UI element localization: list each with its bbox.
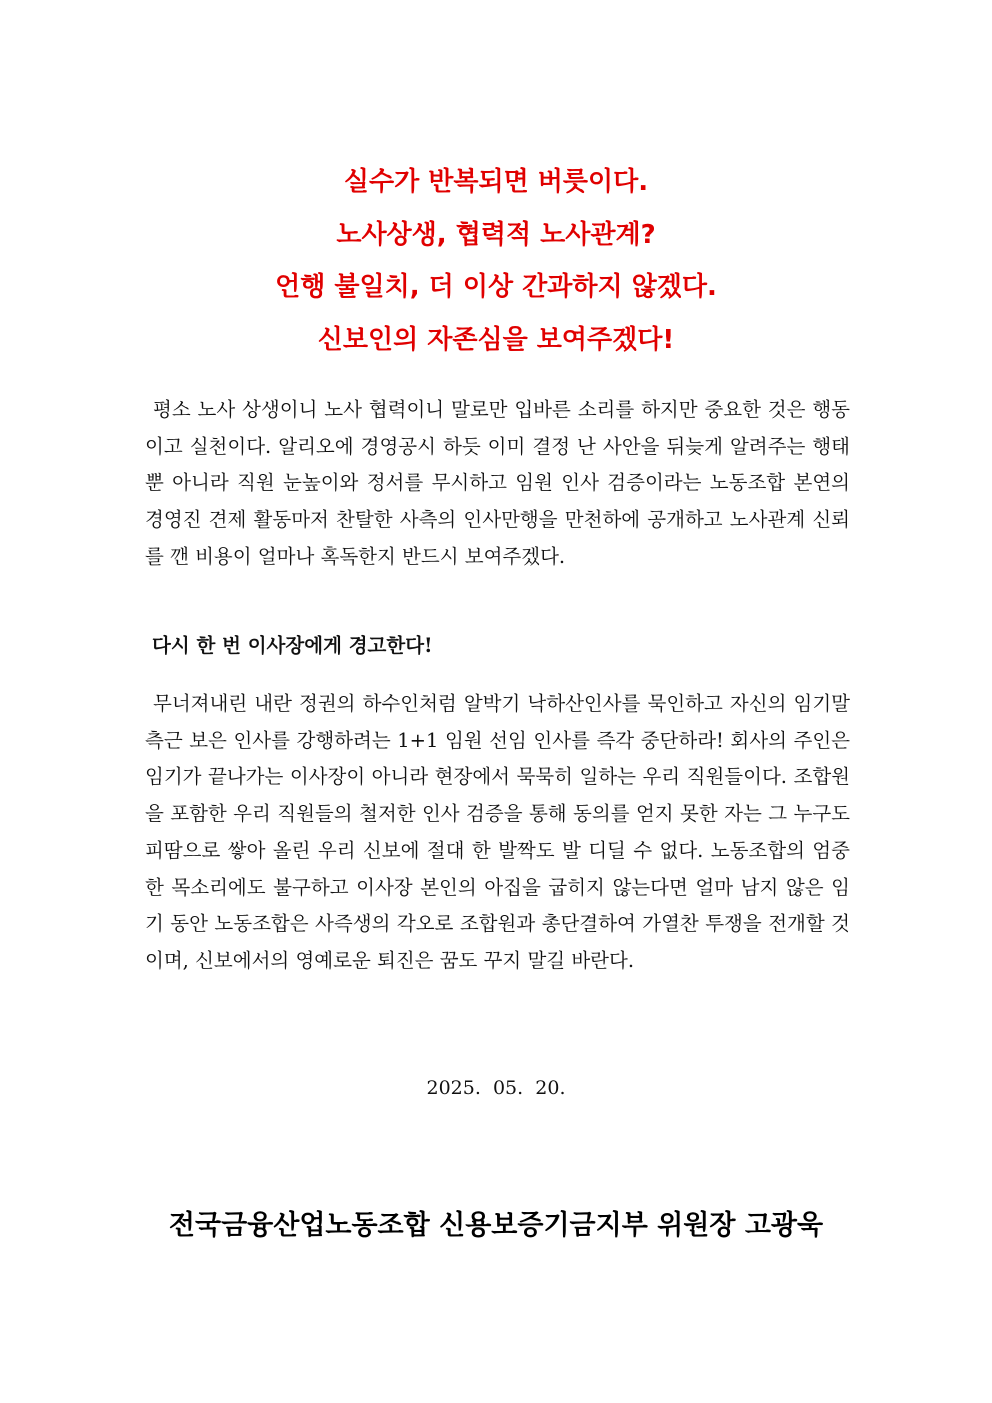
signature-line: 전국금융산업노동조합 신용보증기금지부 위원장 고광욱 (168, 1210, 824, 1241)
headline-line-2: 노사상생, 협력적 노사관계? (336, 219, 656, 250)
headline-line-4: 신보인의 자존심을 보여주겠다! (317, 324, 675, 355)
document-date: 2025. 05. 20. (426, 1077, 566, 1099)
body-paragraph-2: 무너져내린 내란 정권의 하수인처럼 알박기 낙하산인사를 묵인하고 자신의 임기말 측근 보은 인사를 강행하려는 1+1 임원 선임 인사를 즉각 중단하라! 회사의 주인은 임기가 끝나가는 이사장이 아니라 현장에서 묵묵히 일하는 우리 직원들이다. 조합원을 포함한 우리 직원들의 철저한 인사 검증을 통해 동의를 얻지 못한 자는 그 누구도 피땀으로 쌓아 올린 우리 신보에 절대 한 발짝도 발 디딜 수 없다. 노동조합의 엄중한 목소리에도 불구하고 이사장 본인의 아집을 굽히지 않는다면 얼마 남지 않은 임기 동안 노동조합은 사즉생의 각오로 조합원과 총단결하여 가열찬 투쟁을 전개할 것이며, 신보에서의 영예로운 퇴진은 꿈도 꾸지 말길 바란다. (145, 692, 850, 972)
body-paragraph-1: 평소 노사 상생이니 노사 협력이니 말로만 입바른 소리를 하지만 중요한 것은 행동이고 실천이다. 알리오에 경영공시 하듯 이미 결정 난 사안을 뒤늦게 알려주는 행태뿐 아니라 직원 눈높이와 정서를 무시하고 임원 인사 검증이라는 노동조합 본연의 경영진 견제 활동마저 찬탈한 사측의 인사만행을 만천하에 공개하고 노사관계 신뢰를 깬 비용이 얼마나 혹독한지 반드시 보여주겠다. (145, 398, 850, 568)
warning-heading: 다시 한 번 이사장에게 경고한다! (152, 634, 433, 657)
headline-block (0, 156, 992, 366)
headline-line-1: 실수가 반복되면 버릇이다. (343, 167, 649, 197)
headline-line-3: 언행 불일치, 더 이상 간과하지 않겠다. (275, 272, 717, 302)
